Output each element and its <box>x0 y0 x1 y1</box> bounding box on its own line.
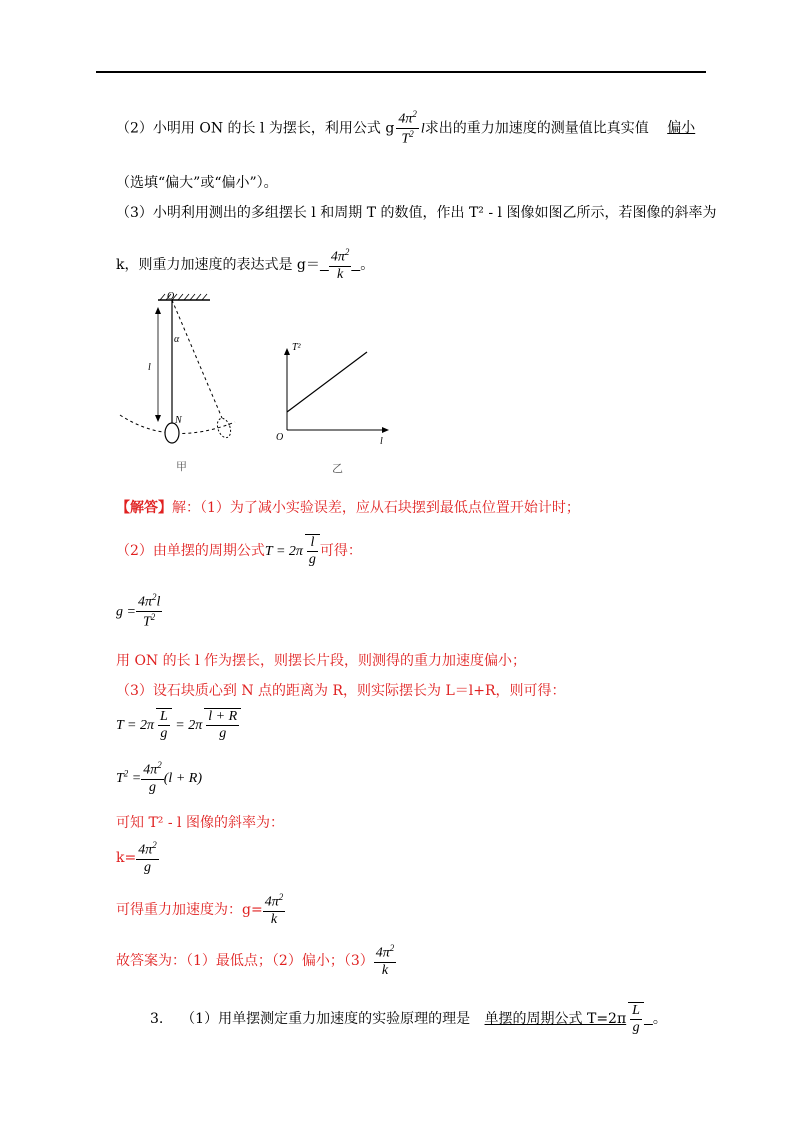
top-rule <box>96 71 706 73</box>
figure-jia <box>120 291 235 473</box>
fig-label-l: l <box>148 362 151 373</box>
figure-yi <box>276 342 389 475</box>
fig-label-alpha: α <box>174 334 180 345</box>
q2-answer: 偏小 <box>667 120 696 137</box>
solution-line4: （3）设石块质心到 N 点的距离为 R，则实际摆长为 L＝l+R，则可得： <box>116 683 566 699</box>
solution-line3: 用 ON 的长 l 作为摆长，则摆长片段，则测得的重力加速度偏小； <box>116 653 527 669</box>
fig-label-t2: T² <box>292 342 301 353</box>
final-answer: 故答案为：（1）最低点；（2）偏小；（3） $\frac{4\pi^2}{k}$ <box>116 943 395 978</box>
formula-t: T = 2π $\frac{L}{g}$ = 2π $\frac{l + R}{g}$ <box>116 708 241 742</box>
question-3: 3. （1）用单摆测定重力加速度的实验原理的理是 单摆的周期公式 T=2π $\frac{L}{g}$ 。 <box>150 1003 667 1036</box>
formula-k: k= $\frac{4\pi^2}{g}$ <box>116 840 157 875</box>
q3-line1: （3）小明利用测出的多组摆长 l 和周期 T 的数值，作出 T² - l 图像如图乙所示，若图像的斜率为 <box>116 205 717 221</box>
fig-label-n: N <box>175 415 182 426</box>
formula-t2: $T^2$ = $\frac{4\pi^2}{g}$ (l + R) <box>116 760 202 795</box>
fig-label-yi: 乙 <box>332 462 343 475</box>
solution-line5: 可知 T² - l 图像的斜率为： <box>116 815 284 831</box>
fig-label-o: O <box>167 291 175 302</box>
solution-line2: （2）由单摆的周期公式T = 2π $\frac{l}{g}$ 可得： <box>116 535 362 568</box>
q2-line2: （选填“偏大”或“偏小”）。 <box>116 175 278 191</box>
fig-label-jia: 甲 <box>176 460 187 473</box>
pendulum-figures <box>110 290 410 480</box>
fig-label-l2: l <box>380 436 383 447</box>
formula-g2: 可得重力加速度为：g= $\frac{4\pi^2}{k}$ <box>116 892 284 927</box>
q2-line1: （2）小明用 ON 的长 l 为摆长，利用公式 g $\frac{4\pi^2}{T^2}$ l求出的重力加速度的测量值比真实值 偏小 <box>116 109 696 147</box>
fig-label-o2: O <box>276 432 284 443</box>
formula-g: g = $\frac{4\pi^2l}{T^2}$ <box>116 592 161 630</box>
q3-line2: k，则重力加速度的表达式是 g＝ $\frac{4\pi^2}{k}$ 。 <box>116 247 375 282</box>
solution-line1: 【解答】解：（1）为了减小实验误差，应从石块摆到最低点位置开始计时； <box>116 500 580 516</box>
